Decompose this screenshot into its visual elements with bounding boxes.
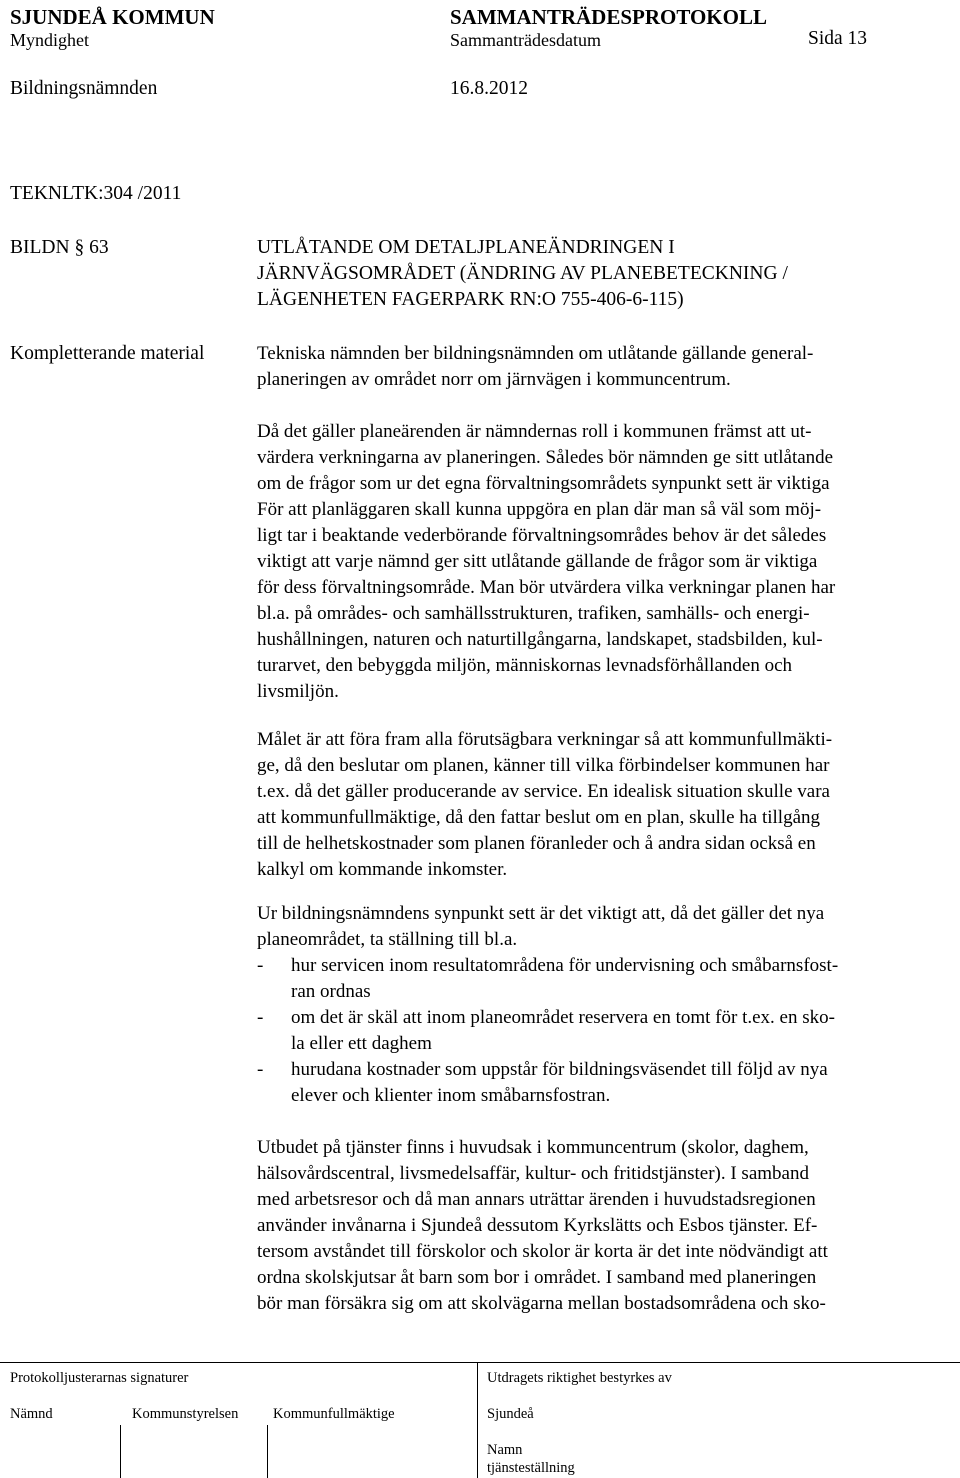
text-line: använder invånarna i Sjundeå dessutom Kyrkslätts och Esbos tjänster. Ef- <box>257 1215 818 1236</box>
bullet-list <box>257 953 947 1109</box>
bullet-dash: - <box>257 1059 264 1080</box>
case-title-line: UTLÅTANDE OM DETALJPLANEÄNDRINGEN I <box>257 237 675 258</box>
page-number: Sida 13 <box>808 28 868 49</box>
text-line: hushållningen, naturen och naturtillgångarna, landskapet, stadsbilden, kul- <box>257 629 823 650</box>
footer-col-rule <box>267 1425 268 1478</box>
text-line: Då det gäller planeärenden är nämndernas roll i kommunen främst att ut- <box>257 421 812 442</box>
text-line: ge, då den beslutar om planen, känner till vilka förbindelser kommunen har <box>257 755 830 776</box>
paragraph-goal <box>257 727 947 883</box>
bullet-dash: - <box>257 955 264 976</box>
text-line: värdera verkningarna av planeringen. Således bör nämnden ge sitt utlåtande <box>257 447 834 468</box>
authority-name: Bildningsnämnden <box>10 78 158 99</box>
text-line: För att planläggaren skall kunna uppgöra en plan där man så väl som möj- <box>257 499 822 520</box>
document-type: SAMMANTRÄDESPROTOKOLL <box>450 5 767 29</box>
list-item <box>257 953 947 1005</box>
text-line: hurudana kostnader som uppstår för bildningsväsendet till följd av nya <box>291 1059 828 1080</box>
paragraph-role <box>257 419 947 705</box>
case-title-line: LÄGENHETEN FAGERPARK RN:O 755-406-6-115) <box>257 289 684 310</box>
footer-col-rule <box>120 1425 121 1478</box>
section-number: BILDN § 63 <box>10 237 109 258</box>
bullet-dash: - <box>257 1007 264 1028</box>
text-line: livsmiljön. <box>257 681 339 702</box>
position-label: tjänsteställning <box>487 1460 575 1476</box>
signatures-label: Protokolljusterarnas signaturer <box>10 1370 189 1386</box>
municipal-council-column: Kommunfullmäktige <box>273 1406 395 1422</box>
name-label: Namn <box>487 1442 523 1458</box>
text-line: ligt tar i beaktande vederbörande förvaltningsområdes behov är det således <box>257 525 827 546</box>
text-line: elever och klienter inom småbarnsfostran. <box>291 1085 611 1106</box>
paragraph-viewpoint <box>257 901 947 953</box>
text-line: Utbudet på tjänster finns i huvudsak i kommuncentrum (skolor, daghem, <box>257 1137 809 1158</box>
org-name: SJUNDEÅ KOMMUN <box>10 5 215 29</box>
text-line: viktigt att varje nämnd ger sitt utlåtande gällande de frågor som är viktiga <box>257 551 818 572</box>
certification-place: Sjundeå <box>487 1406 534 1422</box>
meeting-date-label: Sammanträdesdatum <box>450 30 601 50</box>
text-line: planeringen av området norr om järnvägen i kommuncentrum. <box>257 369 731 390</box>
text-line: t.ex. då det gäller producerande av service. En idealisk situation skulle vara <box>257 781 830 802</box>
text-line: ran ordnas <box>291 981 371 1002</box>
text-line: om det är skäl att inom planeområdet reservera en tomt för t.ex. en sko- <box>291 1007 835 1028</box>
list-item <box>257 1005 947 1057</box>
list-item <box>257 1057 947 1109</box>
text-line: ordna skolskjutsar åt barn som bor i området. I samband med planeringen <box>257 1267 817 1288</box>
text-line: planeområdet, ta ställning till bl.a. <box>257 929 518 950</box>
text-line: tersom avståndet till förskolor och skolor är korta är det inte nödvändigt att <box>257 1241 828 1262</box>
text-line: med arbetsresor och då man annars uträttar ärenden i huvudstadsregionen <box>257 1189 816 1210</box>
case-title <box>257 235 788 313</box>
paragraph-services <box>257 1135 947 1317</box>
meeting-date: 16.8.2012 <box>450 78 528 99</box>
text-line: Tekniska nämnden ber bildningsnämnden om utlåtande gällande general- <box>257 343 814 364</box>
authority-label: Myndighet <box>10 30 89 50</box>
committee-column: Nämnd <box>10 1406 53 1422</box>
text-line: turarvet, den bebyggda miljön, människornas levnadsförhållanden och <box>257 655 793 676</box>
text-line: om de frågor som ur det egna förvaltningsområdets synpunkt sett är viktiga <box>257 473 830 494</box>
text-line: att kommunfullmäktige, då den fattar beslut om en plan, skulle ha tillgång <box>257 807 821 828</box>
footer-top-rule <box>0 1362 960 1363</box>
certification-label: Utdragets riktighet bestyrkes av <box>487 1370 672 1386</box>
text-line: bl.a. på områdes- och samhällsstrukturen, trafiken, samhälls- och energi- <box>257 603 810 624</box>
text-line: kalkyl om kommande inkomster. <box>257 859 508 880</box>
text-line: la eller ett daghem <box>291 1033 432 1054</box>
text-line: hur servicen inom resultatområdena för undervisning och småbarnsfost- <box>291 955 839 976</box>
text-line: Målet är att föra fram alla förutsägbara verkningar så att kommunfullmäkti- <box>257 729 833 750</box>
text-line: till de helhetskostnader som planen föranleder och å andra sidan också en <box>257 833 816 854</box>
case-title-line: JÄRNVÄGSOMRÅDET (ÄNDRING AV PLANEBETECKNING / <box>257 263 788 284</box>
text-line: hälsovårdscentral, livsmedelsaffär, kultur- och fritidstjänster). I samband <box>257 1163 809 1184</box>
municipal-board-column: Kommunstyrelsen <box>132 1406 239 1422</box>
text-line: för dess förvaltningsområde. Man bör utvärdera vilka verkningar planen har <box>257 577 836 598</box>
footer-divider <box>477 1362 478 1478</box>
text-line: bör man försäkra sig om att skolvägarna mellan bostadsområdena och sko- <box>257 1293 826 1314</box>
case-reference: TEKNLTK:304 /2011 <box>10 183 182 204</box>
side-label: Kompletterande material <box>10 343 205 364</box>
paragraph-request <box>257 341 947 393</box>
text-line: Ur bildningsnämndens synpunkt sett är det viktigt att, då det gäller det nya <box>257 903 825 924</box>
